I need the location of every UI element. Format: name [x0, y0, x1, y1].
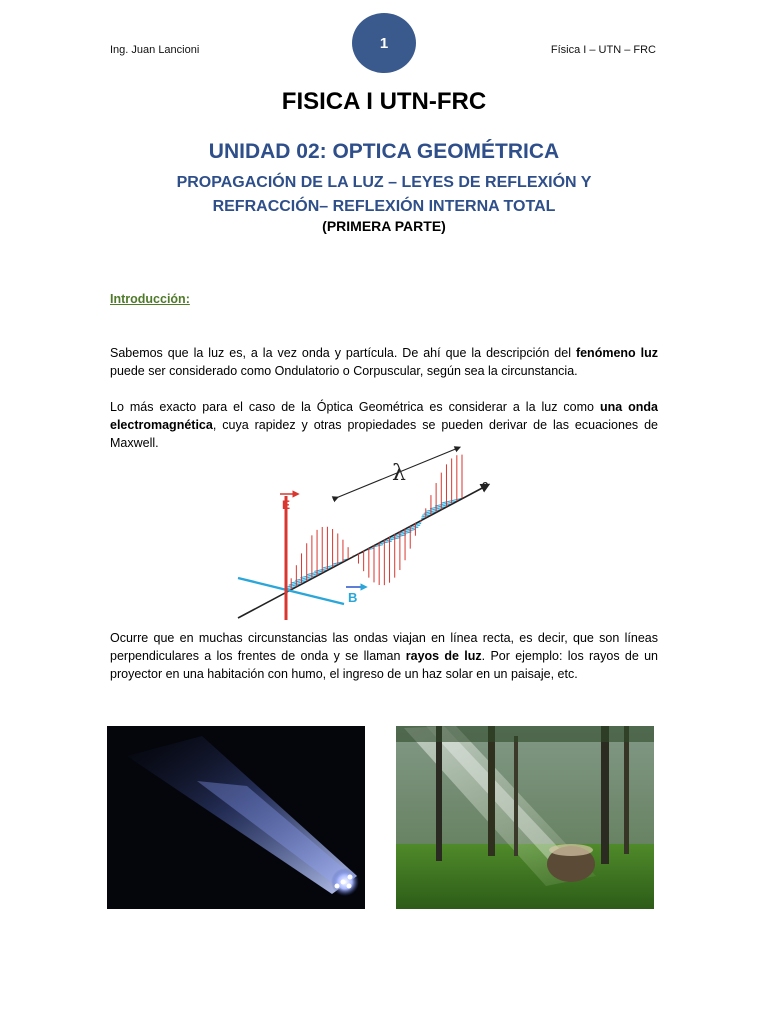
- paragraph-2-text-c: , cuya rapidez y otras propiedades se pueden derivar de las ecuaciones de Maxwell.: [110, 418, 658, 450]
- unit-subtitle: [0, 171, 768, 219]
- c-label: c: [482, 479, 489, 491]
- forest-sunbeam-image: [396, 726, 654, 909]
- unit-subtitle-line-2: REFRACCIÓN– REFLEXIÓN INTERNA TOTAL: [212, 198, 556, 215]
- paragraph-3-text-c: . Por ejemplo: los rayos de un proyector en una habitación con humo, el ingreso de un haz solar en un paisaje, etc.: [110, 649, 658, 681]
- header-author: Ing. Juan Lancioni: [110, 44, 200, 56]
- electric-field-wave: [286, 455, 462, 592]
- unit-subtitle-line-1: PROPAGACIÓN DE LA LUZ – LEYES DE REFLEXIÓN Y: [176, 174, 592, 191]
- document-title: FISICA I UTN-FRC: [281, 88, 487, 115]
- paragraph-1-text-a: Sabemos que la luz es, a la vez onda y partícula. De ahí que la descripción del: [110, 346, 576, 360]
- electromagnetic-wave-diagram: [236, 446, 496, 622]
- forest-sunbeam-photo: [396, 726, 654, 909]
- b-label: B: [348, 590, 358, 605]
- page-number-badge: 1: [352, 13, 416, 73]
- paragraph-1: [110, 344, 658, 380]
- e-label: E: [282, 498, 291, 512]
- part-label: (PRIMERA PARTE): [322, 218, 446, 234]
- unit-title: UNIDAD 02: OPTICA GEOMÉTRICA: [208, 140, 560, 163]
- paragraph-2-bold: una onda electromagnética: [110, 400, 658, 432]
- paragraph-3-bold: rayos de luz: [405, 649, 482, 663]
- section-heading-introduccion: Introducción:: [110, 292, 190, 306]
- paragraph-3: [110, 629, 658, 683]
- lambda-label: λ: [392, 461, 406, 486]
- paragraph-2: [110, 398, 658, 452]
- header-course: Física I – UTN – FRC: [550, 44, 656, 56]
- projector-beam-photo: [107, 726, 365, 909]
- paragraph-1-text-c: puede ser considerado como Ondulatorio o Corpuscular, según sea la circunstancia.: [110, 364, 578, 378]
- paragraph-2-text-a: Lo más exacto para el caso de la Óptica Geométrica es considerar a la luz como: [110, 400, 600, 414]
- projector-beam-image: [107, 726, 365, 909]
- paragraph-3-text-a: Ocurre que en muchas circunstancias las ondas viajan en línea recta, es decir, que son líneas perpendiculares a los frentes de onda y se llaman: [110, 631, 658, 663]
- propagation-axis: [238, 486, 486, 618]
- paragraph-1-bold: fenómeno luz: [575, 346, 658, 360]
